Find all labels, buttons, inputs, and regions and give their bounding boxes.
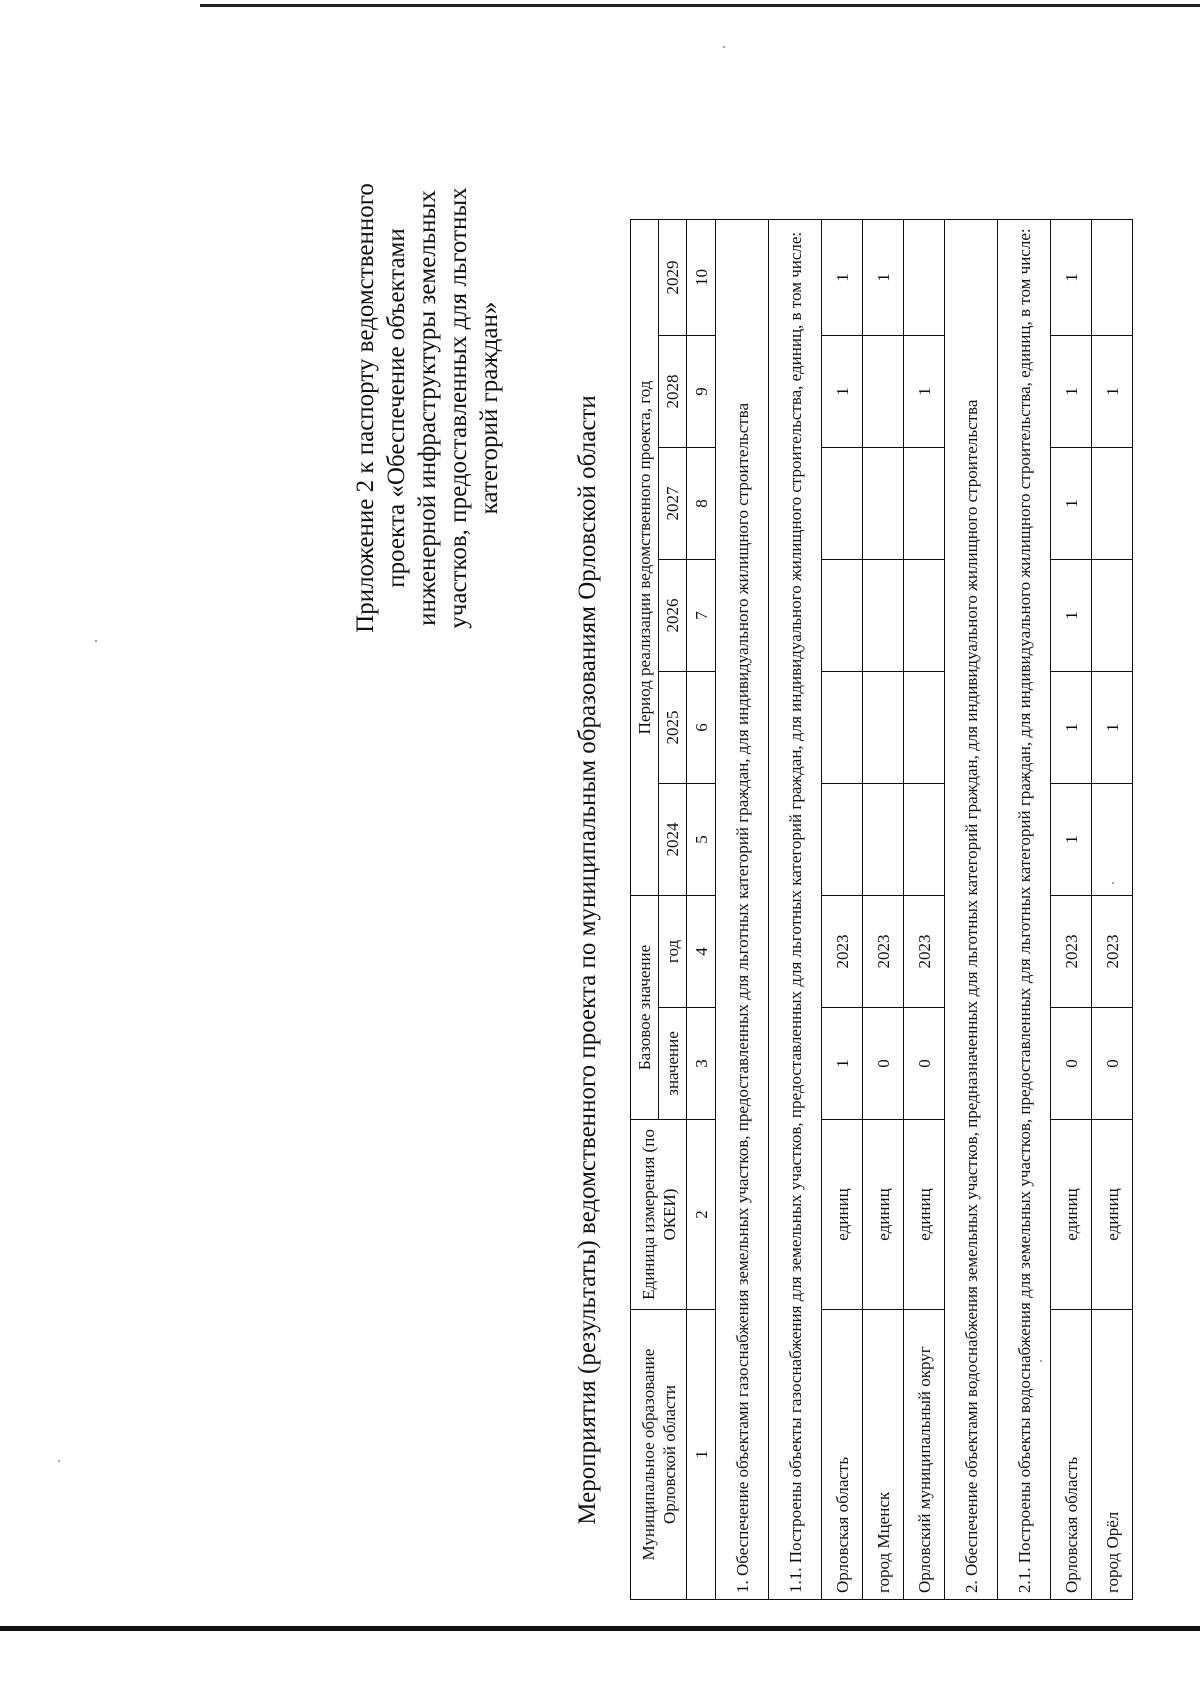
column-number: 1 <box>687 1310 716 1600</box>
cell-base-value: 0 <box>863 1008 904 1120</box>
cell-2027 <box>822 447 863 559</box>
cell-2027 <box>1092 447 1133 559</box>
cell-2024 <box>822 783 863 895</box>
column-number: 2 <box>687 1120 716 1310</box>
table-header-row <box>631 219 659 1599</box>
column-number: 5 <box>687 783 716 895</box>
table-row <box>1092 219 1133 1599</box>
cell-2028: 1 <box>904 335 945 447</box>
cell-2029: 1 <box>863 219 904 335</box>
cell-2024: 1 <box>1051 783 1092 895</box>
cell-base-year: 2023 <box>1092 895 1133 1007</box>
section-text: 2.1. Построены объекты водоснабжения для земельных участков, предоставленных для льготных категорий граждан, для индивидуального жилищного строительства, единиц, в том числе: <box>998 219 1051 1599</box>
scan-speck <box>58 1460 60 1462</box>
table-row <box>904 219 945 1599</box>
cell-2027: 1 <box>1051 447 1092 559</box>
cell-unit: единиц <box>1051 1120 1092 1310</box>
section-row <box>716 219 769 1599</box>
section-text: 1. Обеспечение объектами газоснабжения земельных участков, предоставленных для льготных категорий граждан, для индивидуального жилищного строительства <box>716 219 769 1599</box>
column-number: 10 <box>687 219 716 335</box>
header-base-value-value: значение <box>659 1008 687 1120</box>
cell-2028: 1 <box>822 335 863 447</box>
cell-2028: 1 <box>1092 335 1133 447</box>
table-row <box>822 219 863 1599</box>
cell-base-value: 1 <box>822 1008 863 1120</box>
column-number: 4 <box>687 895 716 1007</box>
header-year: 2029 <box>659 219 687 335</box>
cell-unit: единиц <box>822 1120 863 1310</box>
cell-base-value: 0 <box>1051 1008 1092 1120</box>
column-number: 6 <box>687 671 716 783</box>
cell-municipality: Орловская область <box>822 1310 863 1600</box>
cell-2026 <box>822 559 863 671</box>
scan-edge-top <box>200 4 1200 7</box>
cell-municipality: Орловский муниципальный округ <box>904 1310 945 1600</box>
cell-2025: 1 <box>1092 671 1133 783</box>
section-row <box>945 219 998 1599</box>
rotated-document-page <box>220 120 1122 1660</box>
scan-speck <box>723 46 725 48</box>
results-table <box>630 219 1133 1600</box>
header-municipality: Муниципальное образование Орловской области <box>631 1310 687 1600</box>
cell-unit: единиц <box>904 1120 945 1310</box>
cell-2026 <box>904 559 945 671</box>
cell-unit: единиц <box>1092 1120 1133 1310</box>
cell-2025: 1 <box>1051 671 1092 783</box>
column-number: 8 <box>687 447 716 559</box>
cell-2029 <box>904 219 945 335</box>
cell-municipality: город Мценск <box>863 1310 904 1600</box>
cell-base-year: 2023 <box>1051 895 1092 1007</box>
section-row <box>998 219 1051 1599</box>
table-row <box>863 219 904 1599</box>
header-year: 2024 <box>659 783 687 895</box>
cell-2028 <box>863 335 904 447</box>
section-text: 1.1. Построены объекты газоснабжения для земельных участков, предоставленных для льготных категорий граждан, для индивидуального жилищного строительства, единиц, в том числе: <box>769 219 822 1599</box>
header-year: 2026 <box>659 559 687 671</box>
header-base-value: Базовое значение <box>631 895 659 1119</box>
cell-2025 <box>863 671 904 783</box>
cell-2028: 1 <box>1051 335 1092 447</box>
table-row <box>1051 219 1092 1599</box>
cell-2029: 1 <box>1051 219 1092 335</box>
cell-base-value: 0 <box>904 1008 945 1120</box>
header-year: 2027 <box>659 447 687 559</box>
cell-2024 <box>1092 783 1133 895</box>
cell-2024 <box>863 783 904 895</box>
appendix-caption: Приложение 2 к паспорту ведомственного проекта «Обеспечение объектами инженерной инфраструктуры земельных участков, предоставленных для льготных категорий граждан» <box>352 183 503 633</box>
header-base-value-year: год <box>659 895 687 1007</box>
column-number-row <box>687 219 716 1599</box>
cell-2029 <box>1092 219 1133 335</box>
section-row <box>769 219 822 1599</box>
cell-2027 <box>863 447 904 559</box>
header-unit: Единица измерения (по ОКЕИ) <box>631 1120 687 1310</box>
cell-base-year: 2023 <box>822 895 863 1007</box>
cell-base-value: 0 <box>1092 1008 1133 1120</box>
cell-2027 <box>904 447 945 559</box>
header-period: Период реализации ведомственного проекта, год <box>631 219 659 895</box>
header-year: 2025 <box>659 671 687 783</box>
column-number: 7 <box>687 559 716 671</box>
cell-base-year: 2023 <box>904 895 945 1007</box>
header-year: 2028 <box>659 335 687 447</box>
cell-2029: 1 <box>822 219 863 335</box>
cell-municipality: Орловская область <box>1051 1310 1092 1600</box>
cell-base-year: 2023 <box>863 895 904 1007</box>
cell-unit: единиц <box>863 1120 904 1310</box>
scan-speck <box>95 640 97 642</box>
column-number: 9 <box>687 335 716 447</box>
document-title: Мероприятия (результаты) ведомственного проекта по муниципальным образованиям Орловской области <box>574 395 601 1525</box>
cell-2026 <box>1092 559 1133 671</box>
column-number: 3 <box>687 1008 716 1120</box>
cell-2025 <box>822 671 863 783</box>
cell-2024 <box>904 783 945 895</box>
section-text: 2. Обеспечение объектами водоснабжения земельных участков, предназначенных для льготных категорий граждан, для индивидуального жилищного строительства <box>945 219 998 1599</box>
cell-2026 <box>863 559 904 671</box>
cell-2025 <box>904 671 945 783</box>
cell-2026: 1 <box>1051 559 1092 671</box>
cell-municipality: город Орёл <box>1092 1310 1133 1600</box>
